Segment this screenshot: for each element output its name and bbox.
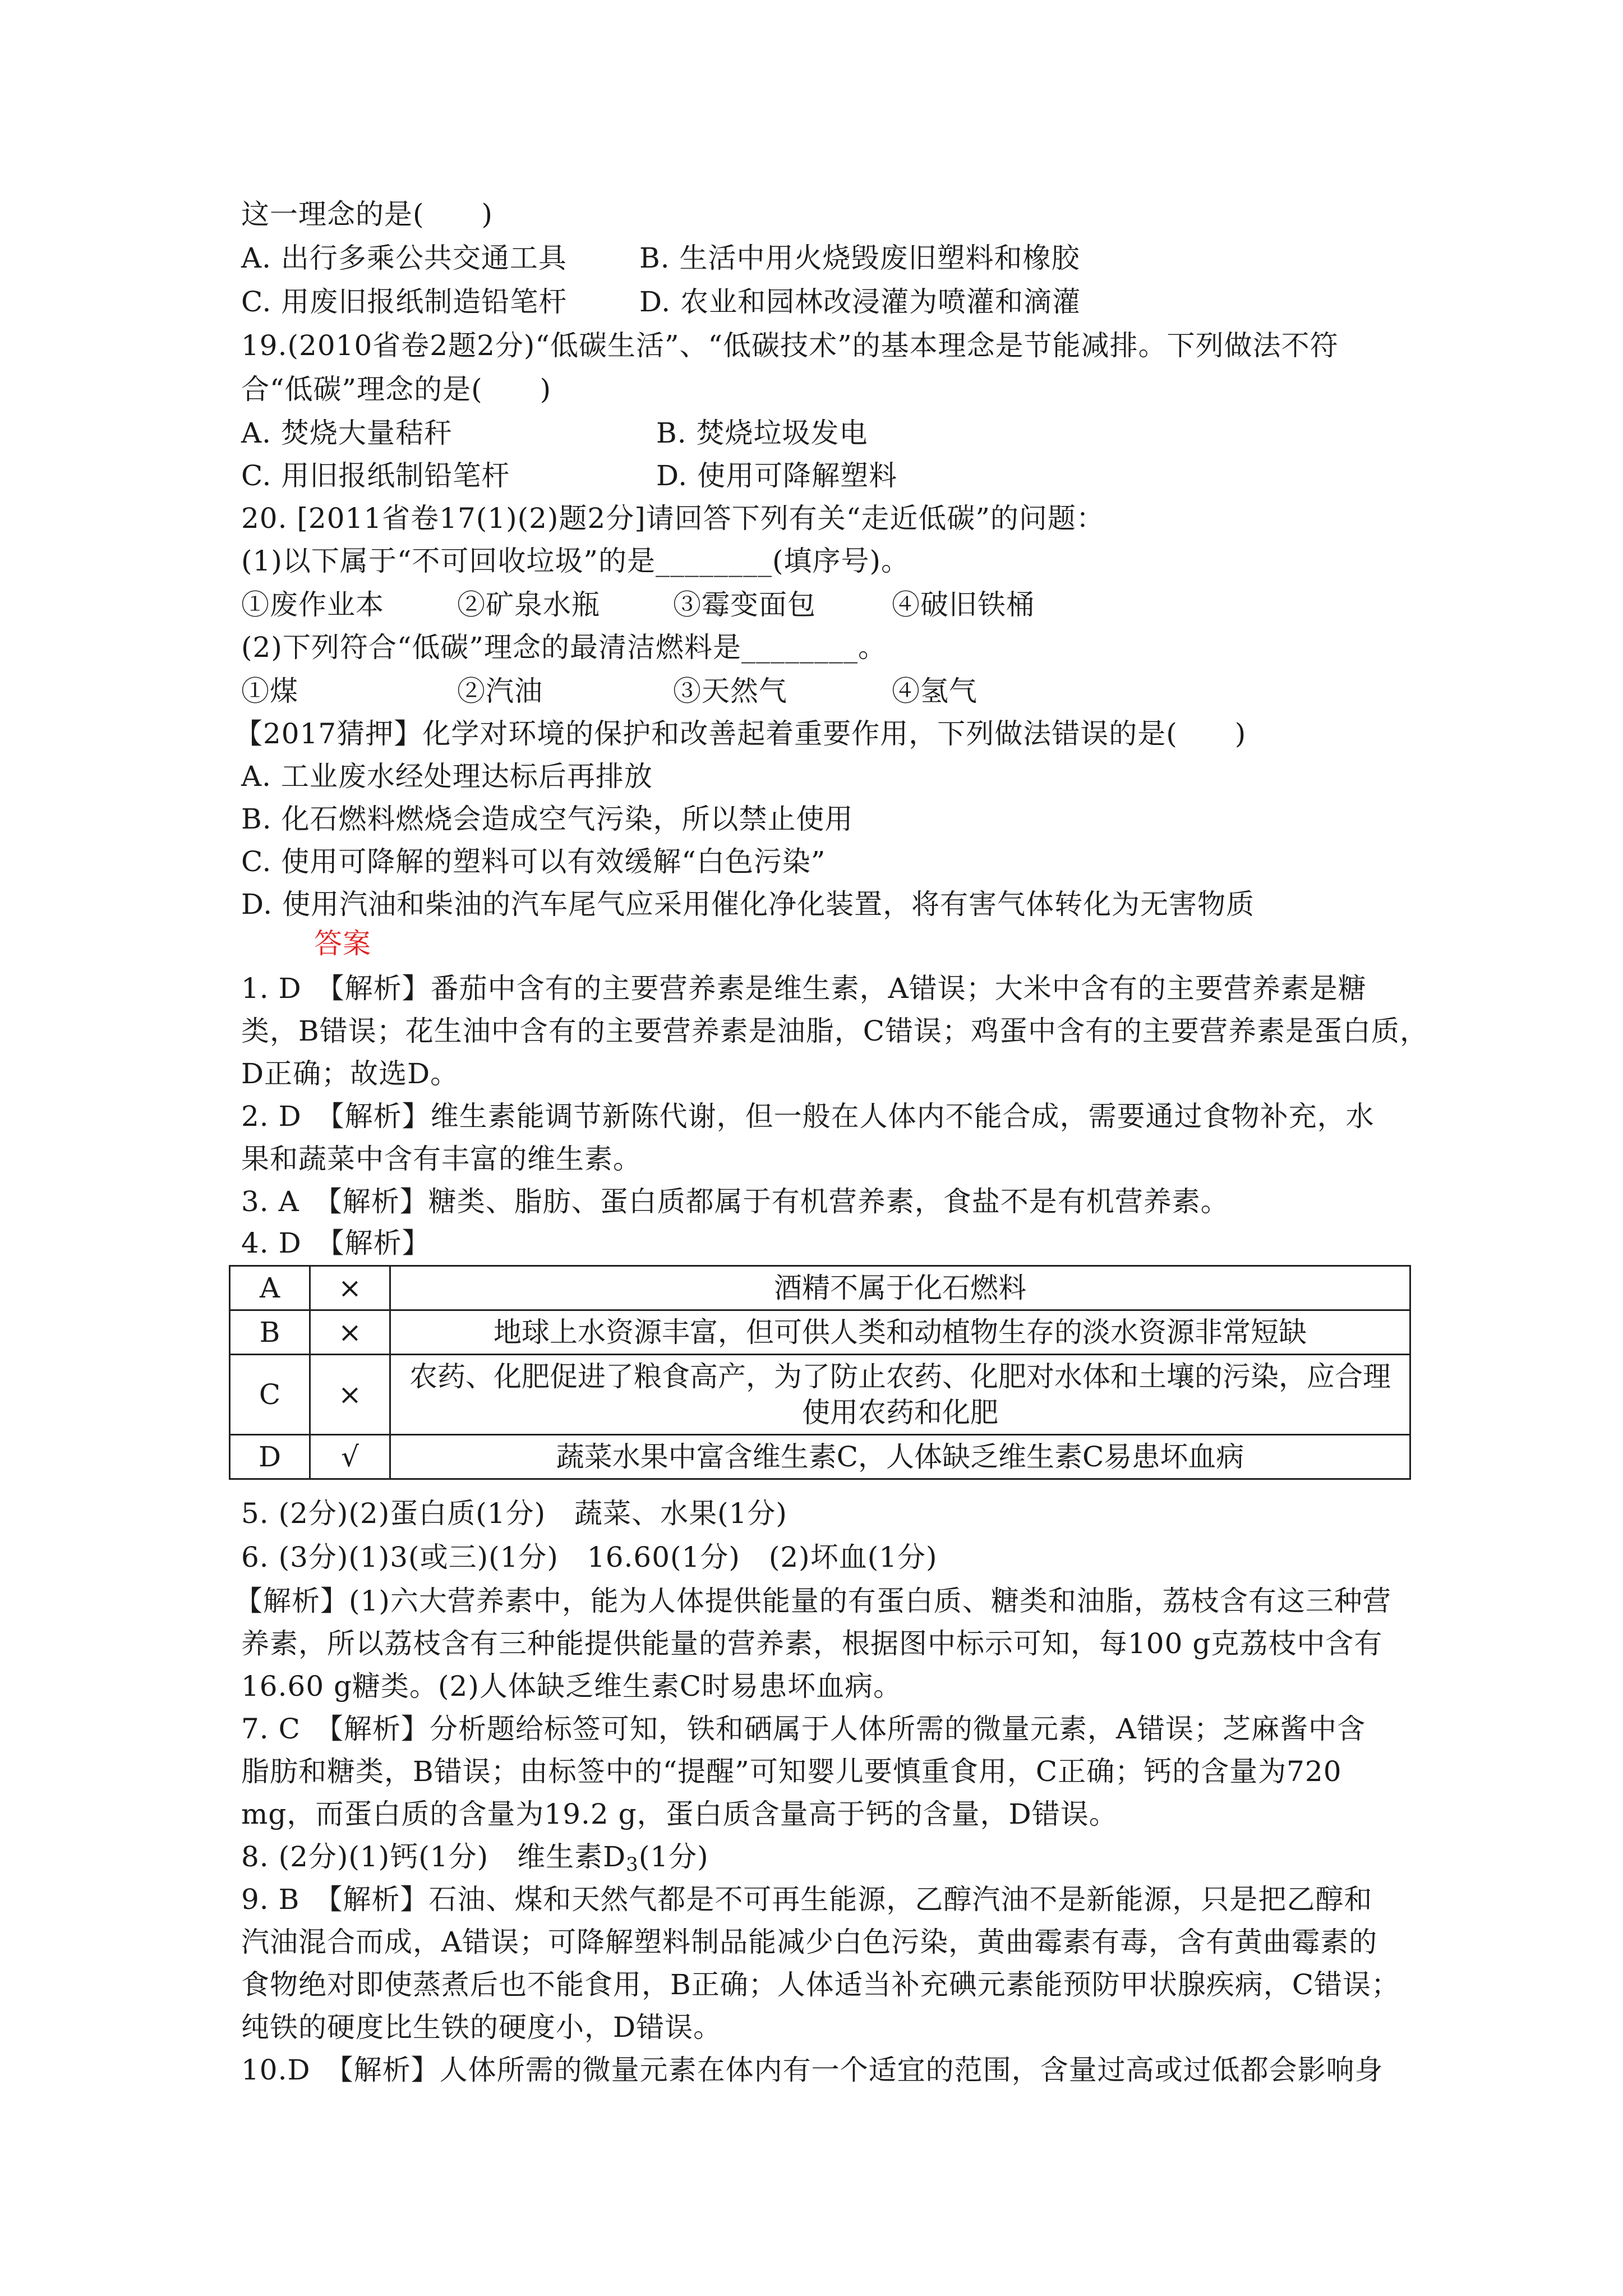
q18-stem-tail: 这一理念的是( ) bbox=[241, 198, 494, 231]
q20-sub1-option-3: ③霉变面包 bbox=[673, 588, 816, 621]
q20-sub2-option-3: ③天然气 bbox=[673, 675, 787, 707]
table-cell-explanation bbox=[390, 1355, 1410, 1435]
q18-option-c: C. 用废旧报纸制造铅笔杆 bbox=[241, 286, 568, 318]
answer-6-line3: 养素，所以荔枝含有三种能提供能量的营养素，根据图中标示可知，每100 g克荔枝中含有 bbox=[241, 1627, 1383, 1660]
table-cell-explanation-line1: 农药、化肥促进了粮食高产，为了防止农药、化肥对水体和土壤的污染，应合理 bbox=[409, 1360, 1391, 1393]
answer-8 bbox=[241, 1840, 709, 1881]
q20-sub1-option-4: ④破旧铁桶 bbox=[892, 588, 1035, 621]
answer-7-line3: mg，而蛋白质的含量为19.2 g，蛋白质含量高于钙的含量，D错误。 bbox=[241, 1798, 1118, 1830]
answer-10: 10.D 【解析】人体所需的微量元素在体内有一个适宜的范围，含量过高或过低都会影响身 bbox=[241, 2054, 1384, 2086]
q19-option-d: D. 使用可降解塑料 bbox=[656, 459, 898, 492]
q19-option-b: B. 焚烧垃圾发电 bbox=[656, 417, 868, 449]
answer-2-line2: 果和蔬菜中含有丰富的维生素。 bbox=[241, 1143, 642, 1175]
q20-stem: 20. [2011省卷17(1)(2)题2分]请回答下列有关“走近低碳”的问题： bbox=[241, 502, 1105, 535]
answer-1-line2: 类，B错误；花生油中含有的主要营养素是油脂，C错误；鸡蛋中含有的主要营养素是蛋白质， bbox=[241, 1015, 1428, 1047]
table-cell-option: C bbox=[230, 1355, 310, 1435]
table-cell-mark: √ bbox=[310, 1435, 390, 1479]
q19-stem-line2: 合“低碳”理念的是( ) bbox=[241, 373, 552, 406]
q19-stem-line1: 19.(2010省卷2题2分)“低碳生活”、“低碳技术”的基本理念是节能减排。下列做法不符 bbox=[241, 329, 1339, 362]
table-cell-option: D bbox=[230, 1435, 310, 1479]
table-cell-explanation: 地球上水资源丰富，但可供人类和动植物生存的淡水资源非常短缺 bbox=[390, 1310, 1410, 1355]
table-cell-mark: × bbox=[310, 1310, 390, 1355]
answer-8-tail: (1分) bbox=[638, 1841, 709, 1873]
answer-3: 3. A 【解析】糖类、脂肪、蛋白质都属于有机营养素，食盐不是有机营养素。 bbox=[241, 1185, 1229, 1218]
table-row bbox=[230, 1310, 1410, 1355]
table-cell-explanation-line2: 使用农药和化肥 bbox=[802, 1396, 998, 1429]
q20-sub1: (1)以下属于“不可回收垃圾”的是________(填序号)。 bbox=[241, 545, 910, 577]
table-cell-explanation: 蔬菜水果中富含维生素C，人体缺乏维生素C易患坏血病 bbox=[390, 1435, 1410, 1479]
q19-option-c: C. 用旧报纸制铅笔杆 bbox=[241, 459, 510, 492]
answer-4-table bbox=[229, 1265, 1411, 1480]
table-cell-explanation: 酒精不属于化石燃料 bbox=[390, 1266, 1410, 1310]
q18-option-a: A. 出行多乘公共交通工具 bbox=[241, 242, 567, 274]
answer-9-line2: 汽油混合而成，A错误；可降解塑料制品能减少白色污染，黄曲霉素有毒，含有黄曲霉素的 bbox=[241, 1926, 1378, 1958]
q20-sub2-option-1: ①煤 bbox=[241, 675, 298, 707]
table-cell-option: A bbox=[230, 1266, 310, 1310]
answer-9-line1: 9. B 【解析】石油、煤和天然气都是不可再生能源，乙醇汽油不是新能源，只是把乙醇和 bbox=[241, 1883, 1373, 1916]
answer-9-line4: 纯铁的硬度比生铁的硬度小，D错误。 bbox=[241, 2011, 722, 2044]
table-cell-option: B bbox=[230, 1310, 310, 1355]
answer-5: 5. (2分)(2)蛋白质(1分) 蔬菜、水果(1分) bbox=[241, 1497, 787, 1530]
answer-6-line4: 16.60 g糖类。(2)人体缺乏维生素C时易患坏血病。 bbox=[241, 1670, 902, 1703]
q20-sub1-option-1: ①废作业本 bbox=[241, 588, 384, 621]
table-cell-mark: × bbox=[310, 1355, 390, 1435]
q18-option-d: D. 农业和园林改浸灌为喷灌和滴灌 bbox=[639, 286, 1081, 318]
guess-option-a: A. 工业废水经处理达标后再排放 bbox=[241, 760, 653, 793]
answer-6-line2: 【解析】(1)六大营养素中，能为人体提供能量的有蛋白质、糖类和油脂，荔枝含有这三种营 bbox=[234, 1585, 1391, 1617]
q20-sub2: (2)下列符合“低碳”理念的最清洁燃料是________。 bbox=[241, 631, 887, 664]
answer-6-line1: 6. (3分)(1)3(或三)(1分) 16.60(1分) (2)坏血(1分) bbox=[241, 1541, 938, 1573]
q20-sub2-option-4: ④氢气 bbox=[892, 675, 978, 707]
table-cell-mark: × bbox=[310, 1266, 390, 1310]
answer-4: 4. D 【解析】 bbox=[241, 1227, 431, 1259]
table-row bbox=[230, 1355, 1410, 1435]
table-row bbox=[230, 1435, 1410, 1479]
answer-8-text: 8. (2分)(1)钙(1分) 维生素D bbox=[241, 1841, 626, 1873]
answer-9-line3: 食物绝对即使蒸煮后也不能食用，B正确；人体适当补充碘元素能预防甲状腺疾病，C错误； bbox=[241, 1968, 1400, 2001]
answer-8-subscript: 3 bbox=[626, 1853, 639, 1876]
q19-option-a: A. 焚烧大量秸秆 bbox=[241, 417, 453, 449]
guess-option-b: B. 化石燃料燃烧会造成空气污染，所以禁止使用 bbox=[241, 803, 854, 835]
answer-2-line1: 2. D 【解析】维生素能调节新陈代谢，但一般在人体内不能合成，需要通过食物补充，水 bbox=[241, 1100, 1375, 1133]
answer-7-line2: 脂肪和糖类，B错误；由标签中的“提醒”可知婴儿要慎重食用，C正确；钙的含量为720 bbox=[241, 1755, 1342, 1788]
q18-option-b: B. 生活中用火烧毁废旧塑料和橡胶 bbox=[639, 242, 1080, 274]
guess-option-c: C. 使用可降解的塑料可以有效缓解“白色污染” bbox=[241, 845, 826, 878]
table-row bbox=[230, 1266, 1410, 1310]
answers-heading: 答案 bbox=[314, 927, 371, 960]
answer-1-line1: 1. D 【解析】番茄中含有的主要营养素是维生素，A错误；大米中含有的主要营养素是糖 bbox=[241, 972, 1367, 1005]
answer-7-line1: 7. C 【解析】分析题给标签可知，铁和硒属于人体所需的微量元素，A错误；芝麻酱中含 bbox=[241, 1713, 1366, 1745]
guess-option-d: D. 使用汽油和柴油的汽车尾气应采用催化净化装置，将有害气体转化为无害物质 bbox=[241, 888, 1255, 921]
q20-sub2-option-2: ②汽油 bbox=[457, 675, 543, 707]
guess-stem: 【2017猜押】化学对环境的保护和改善起着重要作用，下列做法错误的是( ) bbox=[234, 717, 1247, 750]
answer-1-line3: D正确；故选D。 bbox=[241, 1057, 459, 1090]
q20-sub1-option-2: ②矿泉水瓶 bbox=[457, 588, 600, 621]
